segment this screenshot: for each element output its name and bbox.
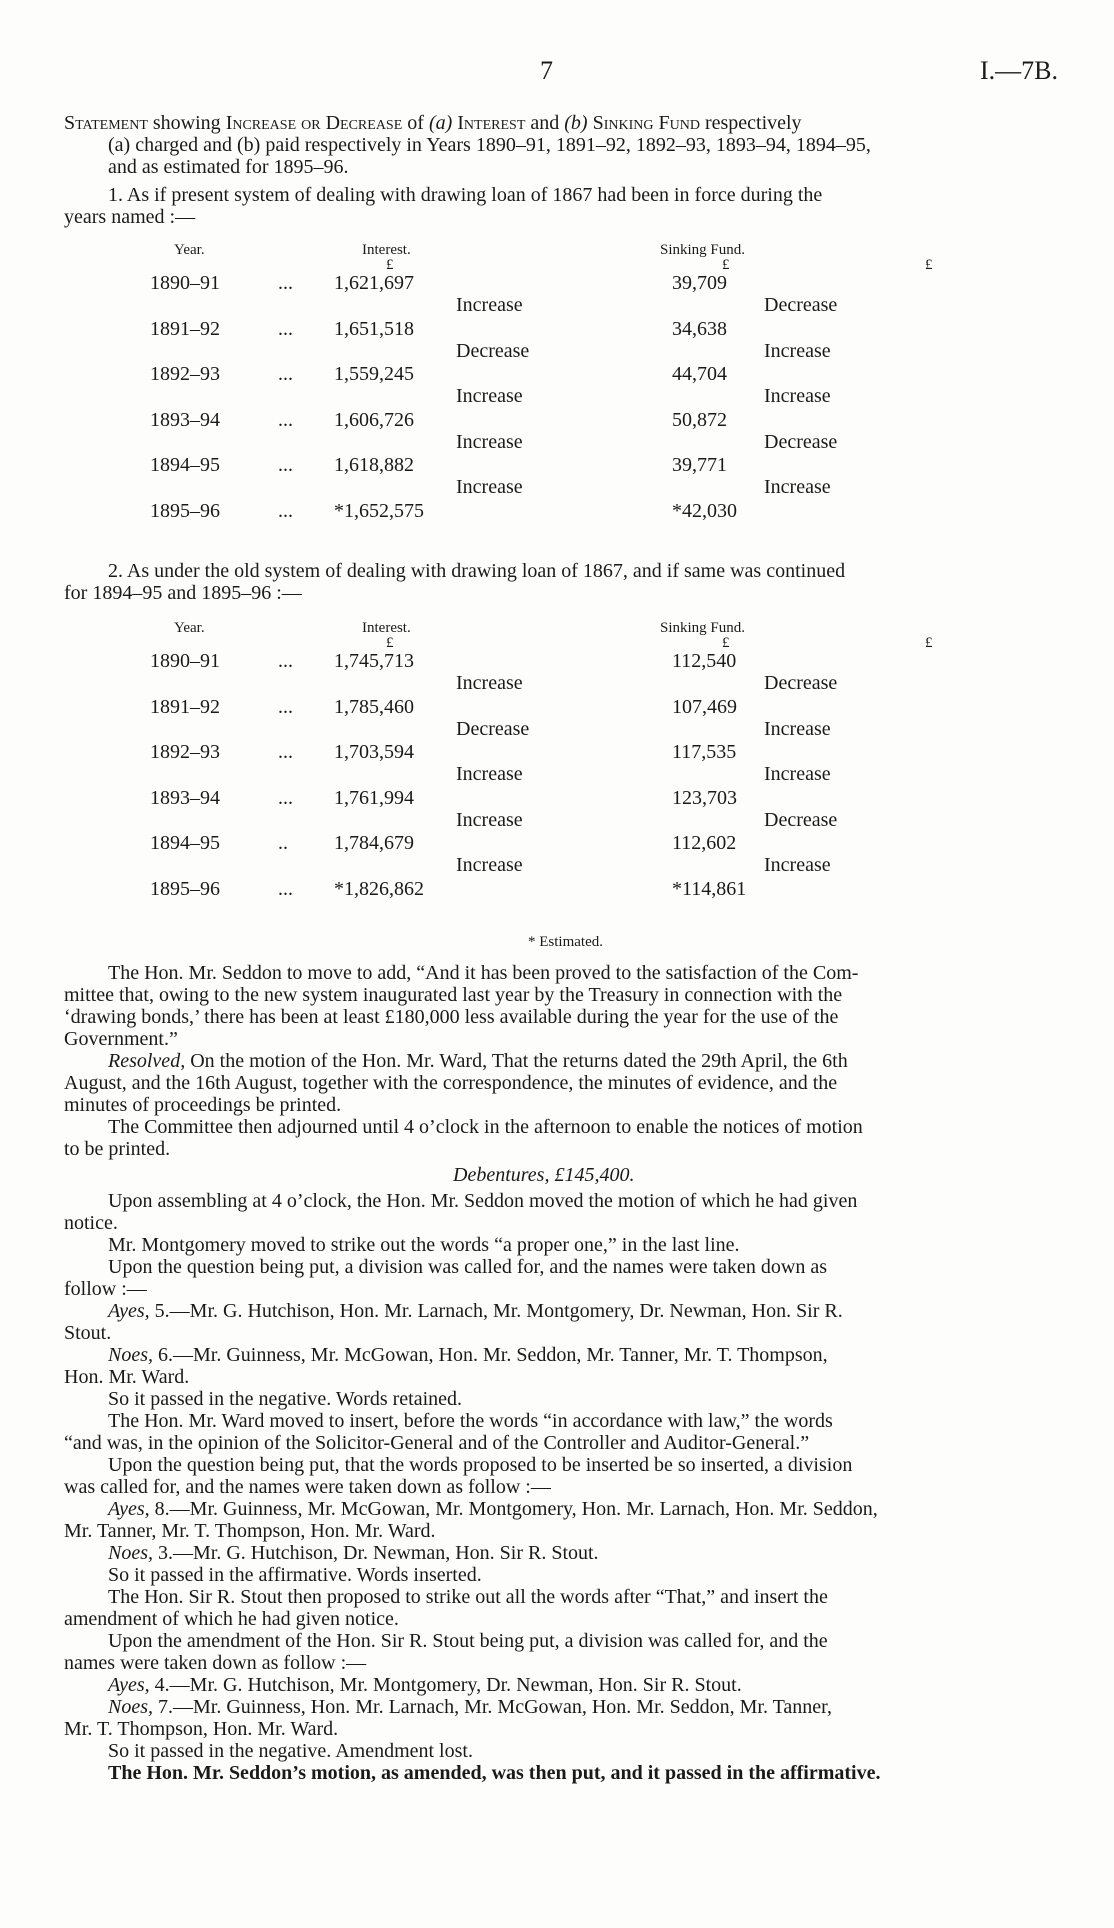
row-interest-value: 1,745,713 <box>334 650 414 672</box>
row-interest-value: 1,785,460 <box>334 695 414 718</box>
row-year: 1891–92 <box>150 695 220 718</box>
page-number: 7 <box>540 56 553 85</box>
row-year: 1890–91 <box>150 650 220 672</box>
row-sinking-value: 34,638 <box>672 317 727 340</box>
row-sinking-value: 123,703 <box>672 786 737 809</box>
interest-change-label: Increase <box>456 672 523 694</box>
sinking-change-label: Increase <box>764 476 831 498</box>
row-interest-value: 1,621,697 <box>334 272 414 294</box>
row-interest-value: 1,784,679 <box>334 832 414 854</box>
row-sinking-value: 117,535 <box>672 741 737 763</box>
section-2-intro: 2. As under the old system of dealing with drawing loan of 1867, and if same was continued for 1894–95 and 1895–96 :— <box>64 560 846 604</box>
pound-sign-change: £ <box>925 257 933 273</box>
column-header-sinking-fund: Sinking Fund. <box>660 620 746 636</box>
column-header-interest: Interest. <box>362 620 411 636</box>
row-sinking-value: 107,469 <box>672 695 737 718</box>
row-leader-dots: ... <box>278 650 293 672</box>
column-header-year: Year. <box>174 242 205 258</box>
row-leader-dots: ... <box>278 408 293 431</box>
row-leader-dots: .. <box>278 832 288 854</box>
column-header-interest: Interest. <box>362 242 411 258</box>
noes-division-1: Noes, 6.—Mr. Guinness, Mr. McGowan, Hon. Mr. Seddon, Mr. Tanner, Mr. T. Thompson, <box>108 1344 828 1366</box>
column-header-sinking-fund: Sinking Fund. <box>660 242 746 258</box>
row-year: 1890–91 <box>150 272 220 294</box>
ayes-division-2: Ayes, 8.—Mr. Guinness, Mr. McGowan, Mr. Montgomery, Hon. Mr. Larnach, Hon. Mr. Seddon, <box>108 1498 878 1520</box>
row-sinking-value: 44,704 <box>672 363 727 385</box>
row-interest-value: *1,652,575 <box>334 499 424 522</box>
row-leader-dots: ... <box>278 695 293 718</box>
row-year: 1893–94 <box>150 786 220 809</box>
sinking-change-label: Increase <box>764 763 831 785</box>
interest-change-label: Increase <box>456 385 523 407</box>
noes-division-3: Noes, 7.—Mr. Guinness, Hon. Mr. Larnach, Mr. McGowan, Hon. Mr. Seddon, Mr. Tanner, <box>108 1696 833 1718</box>
row-sinking-value: 39,771 <box>672 454 727 476</box>
row-sinking-value: *114,861 <box>672 877 747 900</box>
row-leader-dots: ... <box>278 786 293 809</box>
row-leader-dots: ... <box>278 272 293 294</box>
row-leader-dots: ... <box>278 317 293 340</box>
row-year: 1895–96 <box>150 877 220 900</box>
pound-sign-sinking: £ <box>722 257 730 273</box>
row-interest-value: 1,606,726 <box>334 408 414 431</box>
pound-sign-interest: £ <box>386 257 394 273</box>
row-interest-value: *1,826,862 <box>334 877 424 900</box>
row-interest-value: 1,559,245 <box>334 363 414 385</box>
row-sinking-value: 112,602 <box>672 832 737 854</box>
pound-sign-sinking: £ <box>722 635 730 651</box>
row-sinking-value: *42,030 <box>672 499 737 522</box>
sinking-change-label: Decrease <box>764 294 838 316</box>
row-interest-value: 1,618,882 <box>334 454 414 476</box>
interest-change-label: Decrease <box>456 339 530 362</box>
statement-title: Statement showing Increase or Decrease of (a) Interest and (b) Sinking Fund respectively (a) charged and (b) paid respectively in Years 1890–91, 1891–92, 1892–93, 1893–94, 1894–95, and as estimated for 1895–96. <box>64 112 871 178</box>
interest-change-label: Increase <box>456 763 523 785</box>
sinking-change-label: Increase <box>764 385 831 407</box>
row-year: 1893–94 <box>150 408 220 431</box>
row-leader-dots: ... <box>278 877 293 900</box>
row-interest-value: 1,651,518 <box>334 317 414 340</box>
final-motion-line: The Hon. Mr. Seddon’s motion, as amended, was then put, and it passed in the affirmative. <box>108 1762 881 1784</box>
interest-change-label: Increase <box>456 294 523 316</box>
debentures-subheading: Debentures, £145,400. <box>453 1164 635 1186</box>
interest-change-label: Increase <box>456 808 523 831</box>
section-1-intro: 1. As if present system of dealing with drawing loan of 1867 had been in force during the years named :— <box>64 184 823 228</box>
row-leader-dots: ... <box>278 741 293 763</box>
row-sinking-value: 50,872 <box>672 408 727 431</box>
ayes-division-1: Ayes, 5.—Mr. G. Hutchison, Hon. Mr. Larnach, Mr. Montgomery, Dr. Newman, Hon. Sir R. <box>108 1300 843 1322</box>
row-interest-value: 1,761,994 <box>334 786 414 809</box>
sinking-change-label: Decrease <box>764 672 838 694</box>
pound-sign-change: £ <box>925 635 933 651</box>
ayes-division-3: Ayes, 4.—Mr. G. Hutchison, Mr. Montgomery, Dr. Newman, Hon. Sir R. Stout. <box>108 1674 742 1696</box>
row-sinking-value: 39,709 <box>672 272 727 294</box>
page-reference: I.—7B. <box>980 56 1058 85</box>
sinking-change-label: Decrease <box>764 430 838 453</box>
interest-change-label: Increase <box>456 854 523 876</box>
interest-change-label: Increase <box>456 476 523 498</box>
interest-change-label: Increase <box>456 430 523 453</box>
interest-change-label: Decrease <box>456 717 530 740</box>
sinking-change-label: Increase <box>764 854 831 876</box>
row-sinking-value: 112,540 <box>672 650 737 672</box>
row-leader-dots: ... <box>278 454 293 476</box>
resolved-paragraph: Resolved, On the motion of the Hon. Mr. Ward, That the returns dated the 29th April, the 6th <box>108 1050 848 1072</box>
footnote-estimated: * Estimated. <box>528 934 603 950</box>
row-leader-dots: ... <box>278 363 293 385</box>
sinking-change-label: Increase <box>764 717 831 740</box>
sinking-change-label: Increase <box>764 339 831 362</box>
row-year: 1891–92 <box>150 317 220 340</box>
pound-sign-interest: £ <box>386 635 394 651</box>
row-interest-value: 1,703,594 <box>334 741 414 763</box>
row-year: 1895–96 <box>150 499 220 522</box>
column-header-year: Year. <box>174 620 205 636</box>
row-year: 1892–93 <box>150 741 220 763</box>
row-year: 1894–95 <box>150 454 220 476</box>
sinking-change-label: Decrease <box>764 808 838 831</box>
noes-division-2: Noes, 3.—Mr. G. Hutchison, Dr. Newman, Hon. Sir R. Stout. <box>108 1542 599 1564</box>
proceedings-text: The Hon. Mr. Seddon to move to add, “And it has been proved to the satisfaction of the Com- mittee that, owing to the new system inaugurated last year by the Treasury in connection with the ‘drawing bonds,’ there has been at least £180,000 less available during the year for the use of the Government.” Resolved, On the motion of the Hon. Mr. Ward, That the returns dated the 29th April, the 6th August, and the 16th August, together with the correspondence, the minutes of evidence, and the minutes of proceedings be printed. The Committee then adjourned until 4 o’clock in the afternoon to enable the notices of motion to be printed. Debentures, £145,400. Upon assembling at 4 o’clock, the Hon. Mr. Seddon moved the motion of which he had given notice. Mr. Montgomery moved to strike out the words “a proper one,” in the last line. Upon the question being put, a division was called for, and the names were taken down as follow :— Ayes, 5.—Mr. G. Hutchison, Hon. Mr. Larnach, Mr. Montgomery, Dr. Newman, Hon. Sir R. Stout. Noes, 6.—Mr. Guinness, Mr. McGowan, Hon. Mr. Seddon, Mr. Tanner, Mr. T. Thompson, Hon. Mr. Ward. So it passed in the negative. Words retained. The Hon. Mr. Ward moved to insert, before the words “in accordance with law,” the words “and was, in the opinion of the Solicitor-General and of the Controller and Auditor-General.” Upon the question being put, that the words proposed to be inserted be so inserted, a division was called for, and the names were taken down as follow :— Ayes, 8.—Mr. Guinness, Mr. McGowan, Mr. Montgomery, Hon. Mr. Larnach, Hon. Mr. Seddon, Mr. Tanner, Mr. T. Thompson, Hon. Mr. Ward. Noes, 3.—Mr. G. Hutchison, Dr. Newman, Hon. Sir R. Stout. So it passed in the affirmative. Words inserted. The Hon. Sir R. Stout then proposed to strike out all the words after “That,” and insert the amendment of which he had given notice. Upon the amendment of the Hon. Sir R. Stout being put, a division was called for, and the names were taken down as follow :— Ayes, 4.—Mr. G. Hutchison, Mr. Montgomery, Dr. Newman, Hon. Sir R. Stout. Noes, 7.—Mr. Guinness, Hon. Mr. Larnach, Mr. McGowan, Hon. Mr. Seddon, Mr. Tanner, Mr. T. Thompson, Hon. Mr. Ward. So it passed in the negative. Amendment lost. The Hon. Mr. Seddon’s motion, as amended, was then put, and it passed in the affirmative. <box>64 962 1054 1784</box>
row-year: 1892–93 <box>150 363 220 385</box>
seddon-motion-line: The Hon. Mr. Seddon to move to add, “And it has been proved to the satisfaction of the Com- <box>108 962 859 984</box>
row-year: 1894–95 <box>150 832 220 854</box>
row-leader-dots: ... <box>278 499 293 522</box>
